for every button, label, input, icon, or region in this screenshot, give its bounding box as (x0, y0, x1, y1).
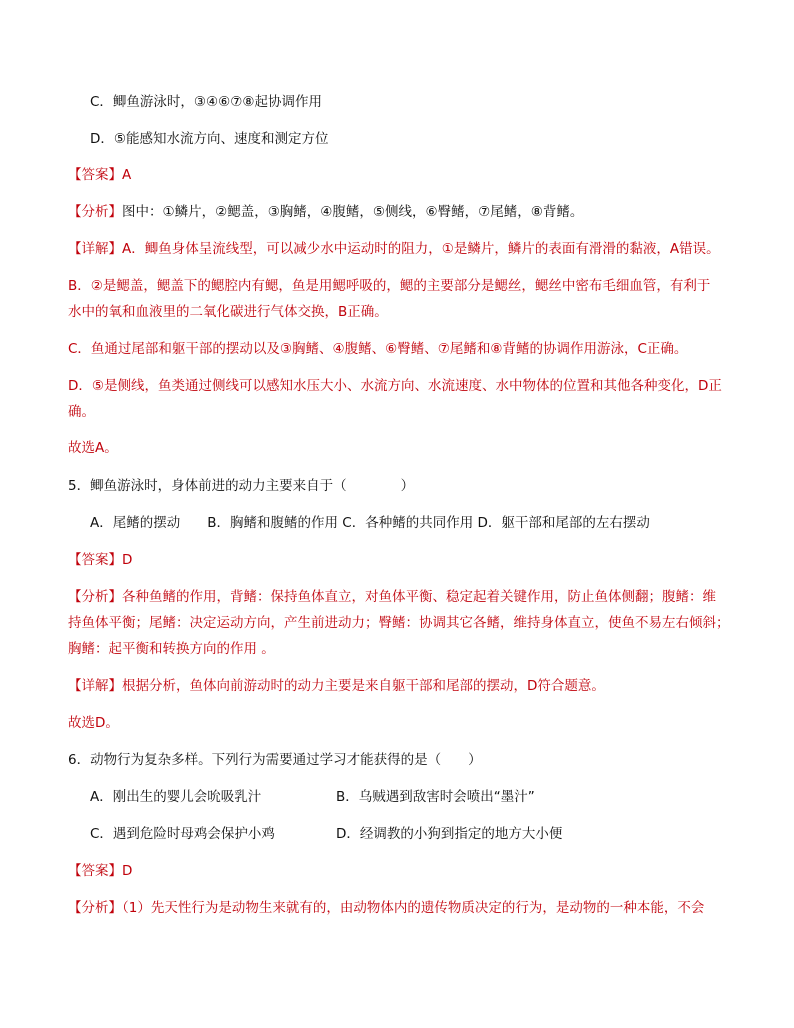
q4-option-d: D．⑤能感知水流方向、速度和测定方位 (90, 131, 329, 147)
q5-options: A．尾鳍的摆动 B．胸鳍和腹鳍的作用 C．各种鳍的共同作用 D．躯干部和尾部的左右摆动 (90, 515, 650, 531)
q4-detail-b-line2: 水中的氧和血液里的二氧化碳进行气体交换，B正确。 (68, 304, 388, 320)
q6-option-d: D．经调教的小狗到指定的地方大小便 (336, 826, 563, 842)
analysis-text: 各种鱼鳍的作用，背鳍：保持鱼体直立，对鱼体平衡、稳定起着关键作用，防止鱼体侧翻；腹鳍：维 (122, 589, 716, 605)
q6-option-a: A．刚出生的婴儿会吮吸乳汁 (90, 789, 262, 805)
answer-tag: 【答案】 (68, 167, 122, 183)
q4-detail-d-line2: 确。 (68, 404, 95, 420)
detail-text: A．鲫鱼身体呈流线型，可以减少水中运动时的阻力，①是鳞片，鳞片的表面有滑滑的黏液，A错误。 (122, 241, 720, 257)
q4-conclusion: 故选A。 (68, 440, 118, 456)
q4-answer (68, 165, 131, 185)
q6-answer (68, 861, 132, 881)
detail-tag: 【详解】 (68, 678, 122, 694)
q6-option-b: B．乌贼遇到敌害时会喷出“墨汁” (336, 789, 535, 805)
analysis-text: （1）先天性行为是动物生来就有的，由动物体内的遗传物质决定的行为，是动物的一种本能，不会 (122, 900, 705, 916)
answer-value: D (122, 552, 133, 568)
answer-value: D (122, 863, 133, 879)
q6-option-c: C．遇到危险时母鸡会保护小鸡 (90, 826, 275, 842)
q5-analysis-line3: 胸鳍：起平衡和转换方向的作用 。 (68, 641, 275, 657)
detail-tag: 【详解】 (68, 241, 122, 257)
answer-tag: 【答案】 (68, 552, 122, 568)
analysis-tag: 【分析】 (68, 204, 122, 220)
q4-analysis (68, 202, 583, 222)
analysis-tag: 【分析】 (68, 900, 122, 916)
q5-analysis-line1 (68, 587, 716, 607)
q4-detail-c: C．鱼通过尾部和躯干部的摆动以及③胸鳍、④腹鳍、⑥臀鳍、⑦尾鳍和⑧背鳍的协调作用游泳，C正确。 (68, 341, 688, 357)
q6-analysis (68, 898, 704, 918)
analysis-text: 图中：①鳞片，②鳃盖，③胸鳍，④腹鳍，⑤侧线，⑥臀鳍，⑦尾鳍，⑧背鳍。 (122, 204, 584, 220)
q5-conclusion: 故选D。 (68, 715, 119, 731)
analysis-tag: 【分析】 (68, 589, 122, 605)
q5-stem: 5．鲫鱼游泳时，身体前进的动力主要来自于（ ） (68, 478, 415, 494)
q4-detail-d-line1: D．⑤是侧线，鱼类通过侧线可以感知水压大小、水流方向、水流速度、水中物体的位置和其他各种变化，D正 (68, 378, 722, 394)
q4-option-c: C．鲫鱼游泳时，③④⑥⑦⑧起协调作用 (90, 94, 322, 110)
answer-tag: 【答案】 (68, 863, 122, 879)
q6-stem: 6．动物行为复杂多样。下列行为需要通过学习才能获得的是（ ） (68, 752, 482, 768)
q4-detail-b-line1: B．②是鳃盖，鳃盖下的鳃腔内有鳃，鱼是用鳃呼吸的，鳃的主要部分是鳃丝，鳃丝中密布毛细血管，有利于 (68, 278, 711, 294)
detail-text: 根据分析，鱼体向前游动时的动力主要是来自躯干部和尾部的摆动，D符合题意。 (122, 678, 605, 694)
q4-detail-a (68, 239, 720, 259)
q5-detail (68, 676, 605, 696)
q5-analysis-line2: 持鱼体平衡；尾鳍：决定运动方向，产生前进动力；臀鳍：协调其它各鳍，维持身体直立，使鱼不易左右倾斜； (68, 615, 730, 631)
answer-value: A (122, 167, 132, 183)
q5-answer (68, 550, 132, 570)
